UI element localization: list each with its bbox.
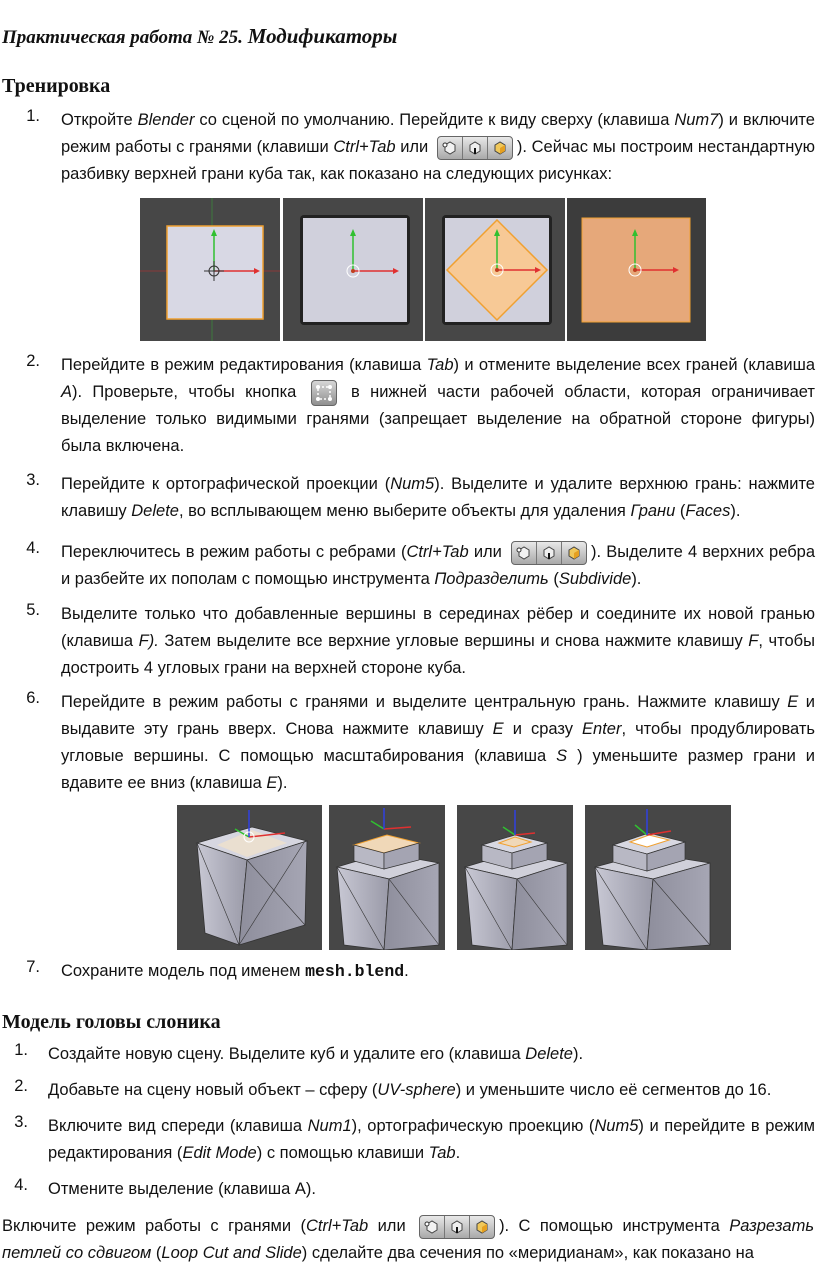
paragraph: Включите режим работы с гранями (Ctrl+Tab или ). С помощью инструмента Разрезать петлей со сдвигом (Loop Cut and Slide) сделайте два сечения по «меридианам», как показано на [2,1213,814,1267]
occlude-geometry-icon [311,380,337,406]
viewport-8 [585,805,731,950]
document-page: Практическая работа № 25. Модификаторы Тренировка 1. Откройте Blender со сценой по умолчанию. Перейдите к виду сверху (клавиша Num7) и включите режим работы с гранями (клавиши Ctrl+Tab или ). Сейчас мы построим нестандартную разбивку верхней грани куба так, как показано на следующих рисунках: 2. Перейдите в режим редактирования (клавиша Tab) и отмените выделение всех граней (клавиша A). Проверьте, чтобы кнопка в нижней части рабочей области, которая ограничивает выделение только видимыми гранями (запрещает выделение на обратной стороне фигуры) была включена. 3. Перейдите к ортографической проекции (Num5). Выделите и удалите верхнюю грань: нажмите клавишу Delete, во всплывающем меню выберите объекты для удаления Грани (Faces). 4. Переключитесь в режим работы с ребрами (Ctrl+Tab или ). Выделите 4 верхних ребра и разбейте их пополам с помощью инструмента Подразделить (Subdivide). 5. Выделите только что добавленные вершины в серединах рёбер и соедините их новой гранью (клавиша F). Затем выделите все верхние угловые вершины и снова нажмите клавишу F, чтобы достроить 4 угловых грани на верхней стороне куба. 6. Перейдите в режим работы с гранями и выделите центральную грань. Нажмите клавишу E и выдавите эту грань вверх. Снова нажмите клавишу E и сразу Enter, чтобы продублировать угловые вершины. С помощью масштабирования (клавиша S ) уменьшите размер грани и вдавите ее вниз (клавиша E). 7. Сохраните модель под именем mesh.blend. Модель головы слоника 1. Создайте новую сцену. Выделите куб и удалите его (клавиша Delete). 2. Добавьте на сцену новый объект – сферу (UV-sphere) и уменьшите число её сегментов до 16. 3. Включите вид спереди (клавиша Num1), ортографическую проекцию (Num5) и перейдите в режим редактирования (Edit Mode) с помощью клавиши Tab. 4. Отмените выделение (клавиша А). Включите режим работы с гранями (Ctrl+Tab или ). С помощью инструмента Разрезать петлей со сдвигом (Loop Cut and Slide) сделайте два сечения по «меридианам», как показано на [0,0,816,1265]
viewport-6 [329,805,445,950]
viewport-5 [177,805,322,950]
select-mode-buttons-icon [419,1215,495,1239]
section-heading-elephant: Модель головы слоника [2,1011,221,1033]
viewport-7 [457,805,573,950]
select-mode-buttons-icon [511,541,587,565]
page-title: Практическая работа № 25. Модификаторы [2,24,398,48]
viewport-2 [283,198,423,341]
viewport-1 [140,198,280,341]
top-view-screenshots [140,198,706,341]
select-mode-buttons-icon [437,136,513,160]
extrude-screenshots [177,805,731,950]
viewport-4 [567,198,706,341]
section-heading-training: Тренировка [2,75,111,97]
viewport-3 [425,198,565,341]
